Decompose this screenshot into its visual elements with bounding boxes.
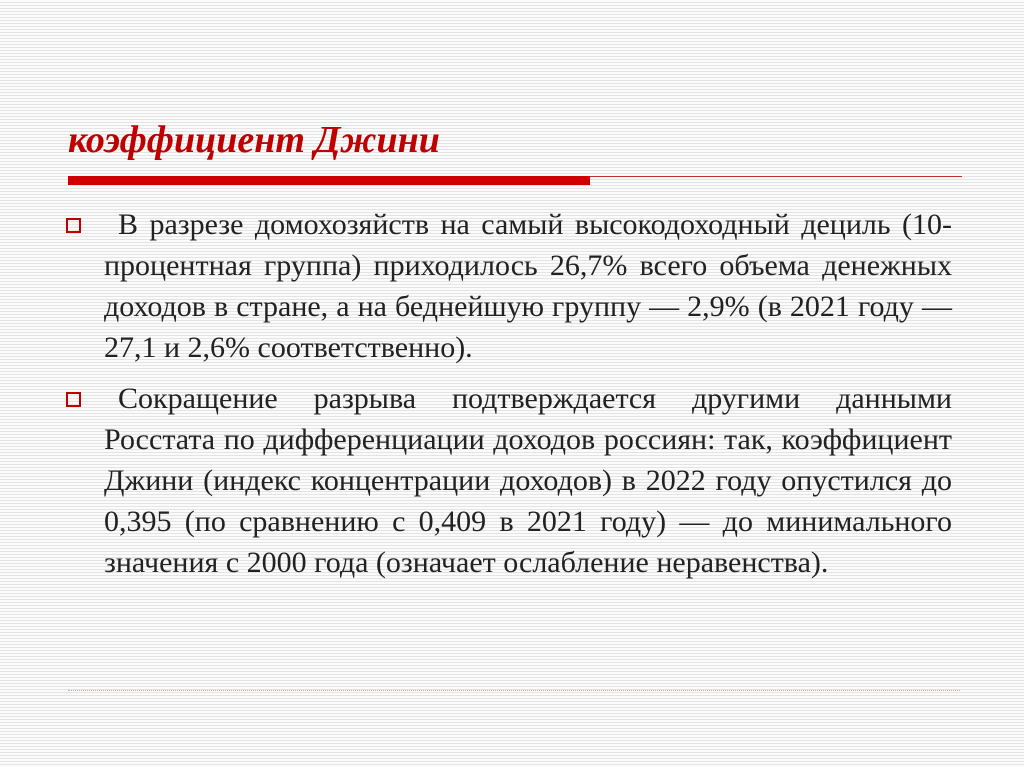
slide-title: коэффициент Джини	[68, 119, 440, 161]
hollow-square-bullet-icon	[66, 218, 81, 233]
title-underline-thin	[590, 176, 962, 177]
title-underline-thick	[68, 176, 590, 185]
bullet-text: В разрезе домохозяйств на самый высокодоходный дециль (10-процентная группа) приходилось 26,7% всего объема денежных доходов в стране, а на беднейшую группу — 2,9% (в 2021 году — 27,1 и 2,6% соответственно).	[104, 208, 952, 364]
bullet-item	[66, 204, 952, 368]
bullet-item	[66, 378, 952, 583]
hollow-square-bullet-icon	[66, 392, 81, 407]
bullet-text: Сокращение разрыва подтверждается другими данными Росстата по дифференциации доходов россиян: так, коэффициент Джини (индекс концентрации доходов) в 2022 году опустился до 0,395 (по сравнению с 0,409 в 2021 году) — до минимального значения с 2000 года (означает ослабление неравенства).	[104, 382, 952, 579]
bullet-list	[66, 204, 952, 593]
footer-divider	[68, 690, 960, 691]
